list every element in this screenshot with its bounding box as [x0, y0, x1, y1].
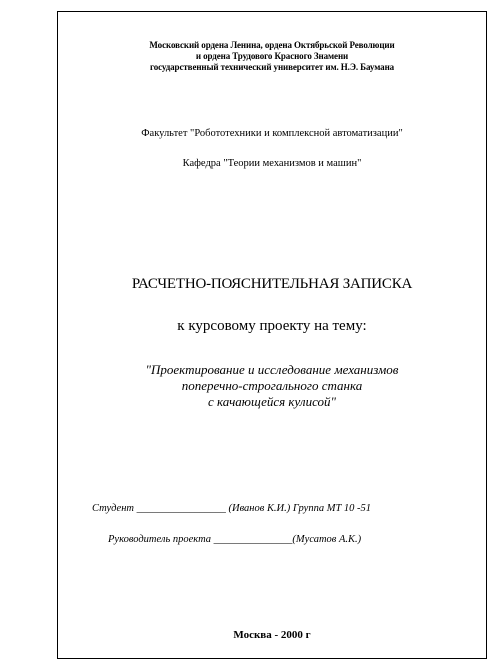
topic-line-1: "Проектирование и исследование механизмов — [145, 362, 399, 377]
student-signature-line: Студент _________________ (Иванов К.И.) Группа МТ 10 -51 — [92, 503, 372, 514]
topic-line-2: поперечно-строгального станка — [181, 378, 363, 393]
department-name: Кафедра "Теории механизмов и машин" — [182, 158, 362, 169]
topic-line-3: с качающейся кулисой" — [207, 394, 337, 409]
document-subtitle: к курсовому проекту на тему: — [177, 318, 367, 334]
supervisor-signature-line: Руководитель проекта _______________(Мусатов А.К.) — [108, 534, 362, 545]
faculty-name: Факультет "Робототехники и комплексной автоматизации" — [141, 128, 403, 139]
university-line-3: государственный технический университет им. Н.Э. Баумана — [149, 62, 395, 72]
university-line-2: и ордена Трудового Красного Знамени — [195, 51, 349, 61]
page-border — [57, 11, 487, 659]
university-line-1: Московский ордена Ленина, ордена Октябрьской Революции — [149, 40, 395, 50]
document-title: РАСЧЕТНО-ПОЯСНИТЕЛЬНАЯ ЗАПИСКА — [131, 276, 413, 292]
city-year: Москва - 2000 г — [233, 629, 311, 641]
